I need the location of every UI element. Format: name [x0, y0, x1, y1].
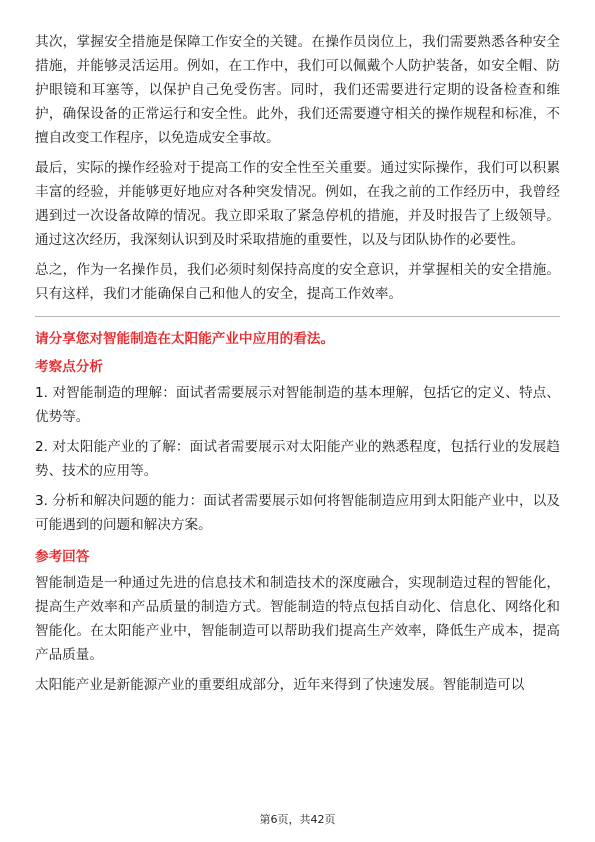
section-divider — [35, 316, 560, 317]
analysis-item: 2. 对太阳能产业的了解：面试者需要展示对太阳能产业的熟悉程度，包括行业的发展趋势、技术的应用等。 — [35, 439, 560, 479]
analysis-item: 1. 对智能制造的理解：面试者需要展示对智能制造的基本理解，包括它的定义、特点、优势等。 — [35, 385, 560, 425]
question-heading: 请分享您对智能制造在太阳能产业中应用的看法。 — [35, 331, 335, 347]
body-paragraph: 总之，作为一名操作员，我们必须时刻保持高度的安全意识，并掌握相关的安全措施。只有这样，我们才能确保自己和他人的安全，提高工作效率。 — [35, 262, 560, 302]
answer-heading: 参考回答 — [35, 549, 90, 565]
page-number: 第6页，共42页 — [259, 813, 336, 826]
analysis-item: 3. 分析和解决问题的能力：面试者需要展示如何将智能制造应用到太阳能产业中，以及可能遇到的问题和解决方案。 — [35, 493, 560, 533]
body-paragraph: 其次，掌握安全措施是保障工作安全的关键。在操作员岗位上，我们需要熟悉各种安全措施，并能够灵活运用。例如，在工作中，我们可以佩戴个人防护装备，如安全帽、防护眼镜和耳塞等，以保护自己免受伤害。同时，我们还需要进行定期的设备检查和维护，确保设备的正常运行和安全性。此外，我们还需要遵守相关的操作规程和标准，不擅自改变工作程序，以免造成安全事故。 — [35, 34, 560, 146]
document-page — [35, 30, 560, 703]
answer-paragraph: 太阳能产业是新能源产业的重要组成部分，近年来得到了快速发展。智能制造可以 — [35, 677, 525, 693]
analysis-heading: 考察点分析 — [35, 359, 103, 375]
answer-paragraph: 智能制造是一种通过先进的信息技术和制造技术的深度融合，实现制造过程的智能化，提高生产效率和产品质量的制造方式。智能制造的特点包括自动化、信息化、网络化和智能化。在太阳能产业中，智能制造可以帮助我们提高生产效率，降低生产成本，提高产品质量。 — [35, 575, 560, 663]
body-paragraph: 最后，实际的操作经验对于提高工作的安全性至关重要。通过实际操作，我们可以积累丰富的经验，并能够更好地应对各种突发情况。例如，在我之前的工作经历中，我曾经遇到过一次设备故障的情况。我立即采取了紧急停机的措施，并及时报告了上级领导。通过这次经历，我深刻认识到及时采取措施的重要性，以及与团队协作的必要性。 — [35, 160, 560, 248]
